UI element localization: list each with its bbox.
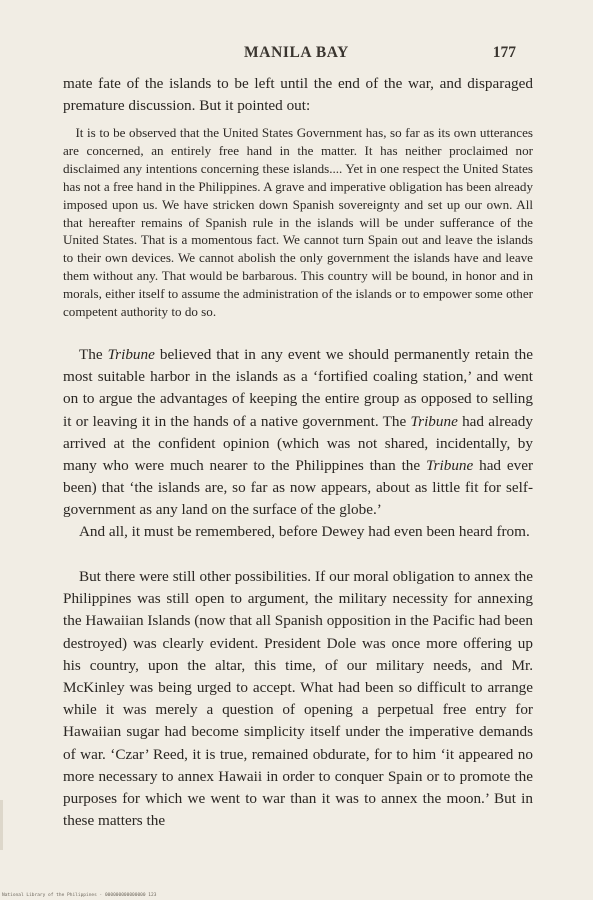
scan-edge-shadow [0, 800, 3, 850]
paragraph-tribune [63, 344, 533, 522]
paragraph-intro [63, 73, 533, 117]
text-run: The [78, 346, 108, 363]
scan-footer-note: National Library of the Philippines · 000000000000000 123 [2, 893, 157, 898]
paragraph-text: But there were still other possibilities. If our moral obligation to annex the Philippines was still open to argument, the military necessity for annexing the Hawaiian Islands (now that all Spanish opposition in the Pacific had been destroyed) was clearly evident. President Dole was once more offering up his country, upon the altar, this time, of our military needs, and Mr. McKinley was being urged to accept. What had been so difficult to arrange while it was merely a question of opening a perpetual free entry for Hawaiian sugar had become simplicity itself under the imperative demands of war. ‘Czar’ Reed, it is true, remained obdurate, for to him ‘it appeared no more necessary to annex Hawaii in order to conquer Spain or to promote the purposes for which we went to war than it was to annex the moon.’ But in these matters the [63, 568, 533, 830]
running-head-title: MANILA BAY [244, 44, 349, 61]
text-run: had already arrived at the confident opinion (which was not shared, incidentally, by many who were much nearer to the Philippines than the [63, 412, 533, 475]
block-quote [63, 124, 533, 321]
newspaper-title: Tribune [410, 412, 458, 430]
paragraph-dewey [63, 521, 533, 543]
newspaper-title: Tribune [425, 457, 474, 475]
paragraph-text: And all, it must be remembered, before Dewey had even been heard from. [78, 523, 530, 540]
page-number: 177 [492, 44, 516, 61]
newspaper-title: Tribune [107, 346, 155, 363]
running-head [0, 44, 593, 66]
paragraph-text: mate fate of the islands to be left until the end of the war, and disparaged premature discussion. But it pointed out: [63, 75, 533, 115]
paragraph-text [63, 344, 533, 522]
text-run: believed that in any event we should permanently retain the most suitable harbor in the islands as a ‘fortified coaling station,’ and went on to argue the advantages of keeping the entire group as opposed to selling it or leaving it in the hands of a native government. The [63, 346, 533, 430]
text-run: had ever been) that ‘the islands are, so far as now appears, about as little fit for self-government as any land on the surface of the globe.’ [63, 457, 534, 519]
paragraph-hawaii [63, 566, 533, 832]
block-quote-text: It is to be observed that the United States Government has, so far as its own utterances are concerned, an entirely free hand in the matter. It has neither proclaimed nor disclaimed any intentions concerning these islands.... Yet in one respect the United States has not a free hand in the Philippines. A grave and imperative obligation has been already imposed upon us. We have stricken down Spanish sovereignty and set up our own. All that hereafter remains of Spanish rule in the islands will be under sufferance of the United States. That is a momentous fact. We cannot turn Spain out and leave the islands to their own devices. We cannot abolish the only government the islands have and leave them without any. That would be barbarous. This country will be bound, in honor and in morals, either itself to assume the administration of the islands or to empower some other competent authority to do so. [63, 125, 533, 320]
